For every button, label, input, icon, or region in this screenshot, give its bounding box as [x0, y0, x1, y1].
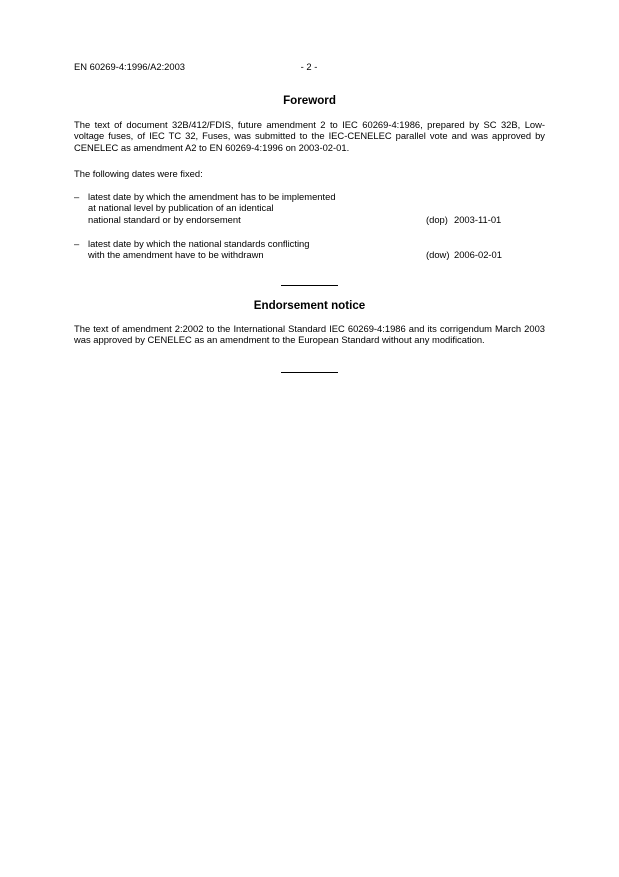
foreword-intro-line: Low-voltage fuses, of IEC TC 32, Fuses, was submitted to the IEC-CENELEC parallel vote and was — [74, 119, 546, 142]
foreword-intro-paragraph — [74, 119, 545, 153]
page-number: - 2 - — [300, 61, 318, 72]
date-item-line: latest date by which the amendment has to be implemented — [88, 191, 336, 202]
date-item-description — [88, 238, 408, 261]
date-item-code: (dop) — [426, 214, 448, 225]
endorsement-paragraph — [74, 323, 545, 346]
date-item-date: 2006-02-01 — [454, 249, 502, 260]
date-item-dop — [74, 191, 545, 227]
endorsement-heading: Endorsement notice — [253, 299, 366, 312]
foreword-intro-line: The text of document 32B/412/FDIS, future amendment 2 to IEC 60269-4:1986, prepared by SC 32B, — [74, 119, 521, 130]
dates-intro: The following dates were fixed: — [74, 168, 203, 179]
date-item-dow — [74, 238, 545, 262]
endorsement-line: March 2003 was approved by CENELEC as an amendment to the European Standard without any — [74, 323, 545, 346]
document-reference: EN 60269-4:1996/A2:2003 — [74, 61, 186, 72]
section-divider — [281, 285, 338, 286]
date-item-line: with the amendment have to be withdrawn — [88, 249, 264, 261]
closing-divider — [281, 372, 338, 373]
date-item-date: 2003-11-01 — [454, 214, 502, 225]
foreword-intro-line: approved by CENELEC as amendment A2 to EN 60269-4:1996 on 2003-02-01. — [74, 130, 545, 153]
date-item-line: at national level by publication of an identical — [88, 202, 274, 214]
date-item-line: national standard or by endorsement — [88, 213, 241, 225]
date-item-line: latest date by which the national standards conflicting — [88, 238, 310, 249]
date-item-description — [88, 191, 408, 225]
endorsement-line: modification. — [432, 334, 485, 346]
foreword-heading: Foreword — [283, 94, 336, 107]
list-dash: – — [74, 238, 80, 249]
endorsement-line: The text of amendment 2:2002 to the International Standard IEC 60269-4:1986 and its corrigendum — [74, 323, 492, 334]
list-dash: – — [74, 191, 80, 202]
date-item-code: (dow) — [426, 249, 450, 260]
